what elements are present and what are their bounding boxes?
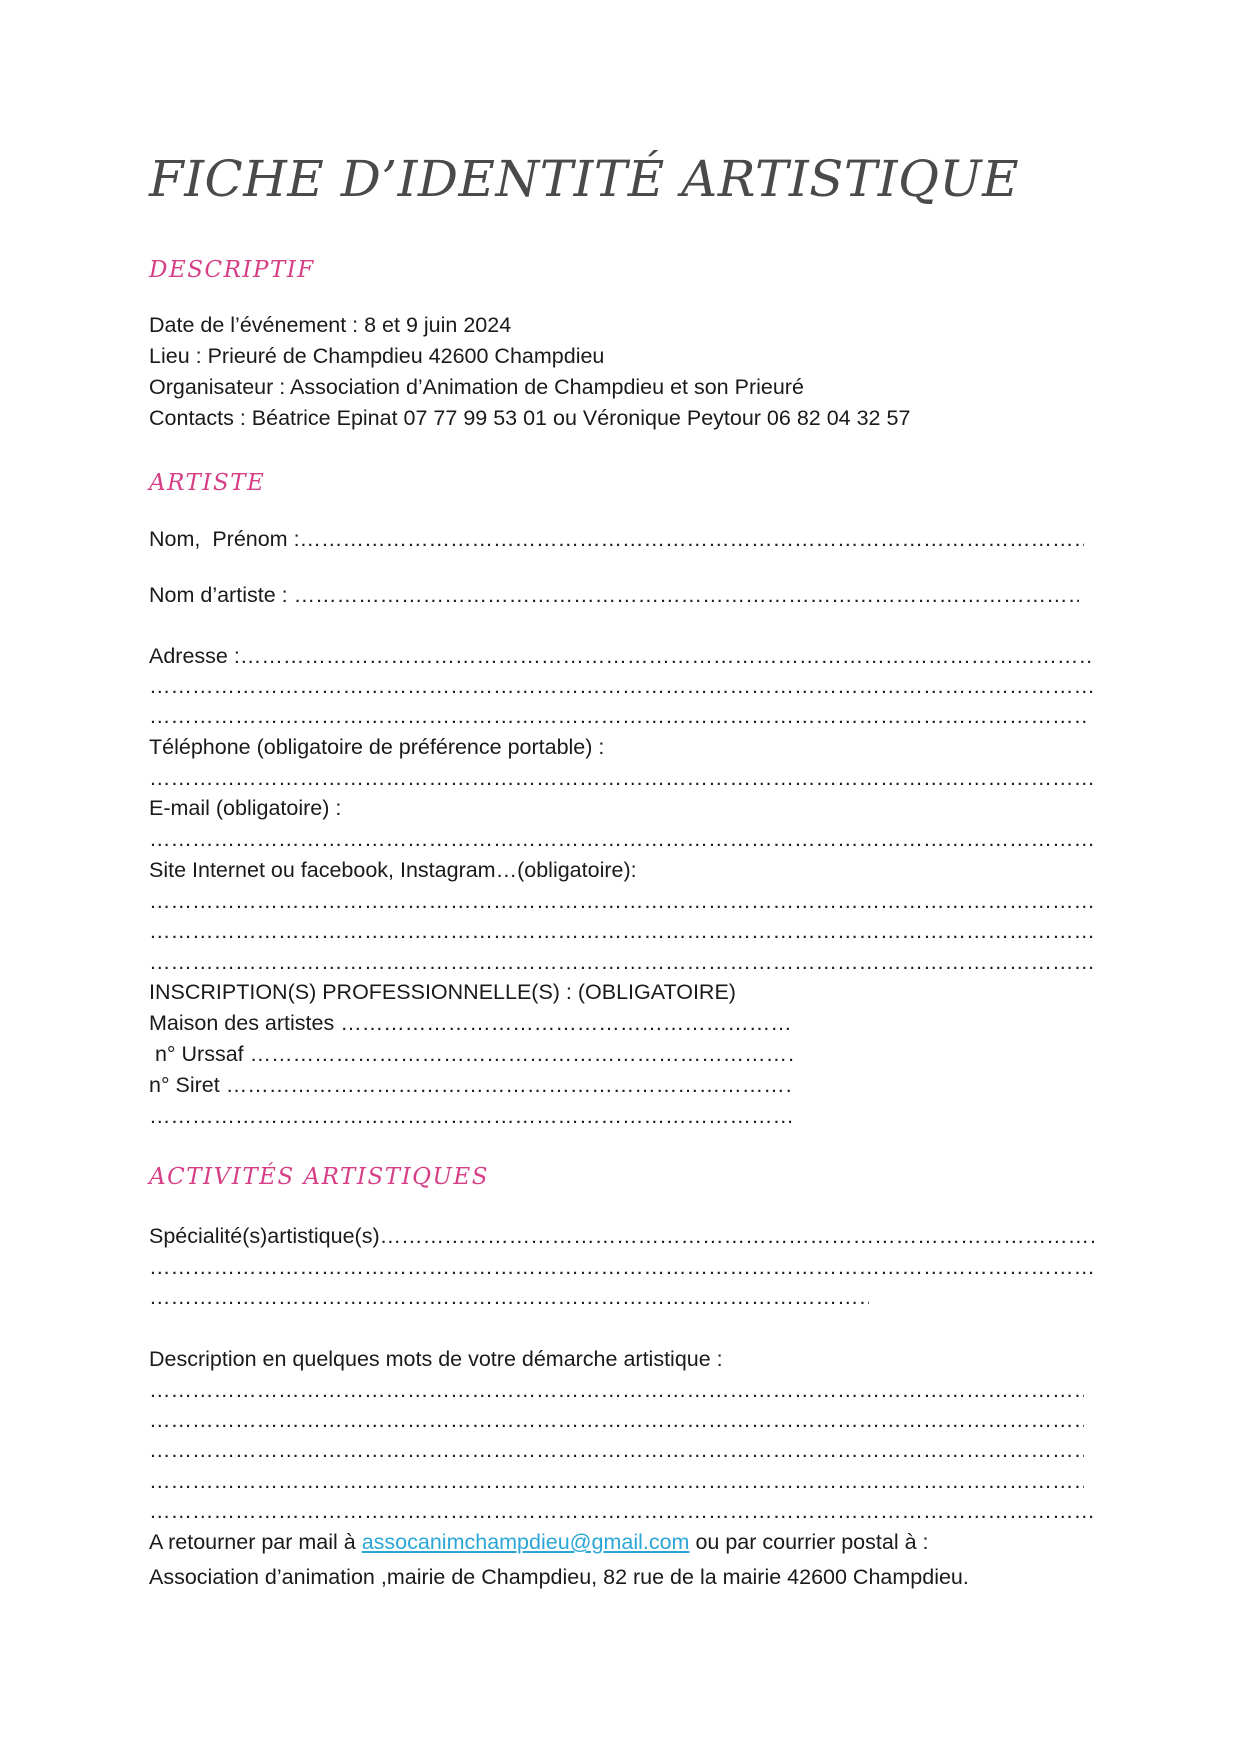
specialties-field[interactable] — [149, 1221, 1094, 1251]
return-instructions — [149, 1527, 928, 1557]
maison-des-artistes-label: Maison des artistes — [149, 1011, 341, 1035]
urssaf-field[interactable] — [149, 1039, 794, 1069]
siret-label: n° Siret — [149, 1073, 226, 1097]
event-date-line: Date de l’événement : 8 et 9 juin 2024 — [149, 313, 512, 337]
website-fill-line-1[interactable] — [149, 886, 1094, 916]
name-fill-line[interactable] — [300, 524, 1084, 554]
email-fill-line[interactable] — [149, 824, 1094, 854]
description-fill-line-3[interactable] — [149, 1435, 1084, 1465]
maison-des-artistes-fill-line[interactable] — [340, 1008, 789, 1038]
section-heading-descriptif: DESCRIPTIF — [149, 257, 315, 283]
contact-email-link[interactable]: assocanimchampdieu@gmail.com — [361, 1530, 690, 1554]
address-fill-line-3[interactable] — [149, 701, 1089, 731]
email-label: E-mail (obligatoire) : — [149, 796, 342, 820]
specialties-fill-line-2[interactable] — [149, 1252, 1094, 1282]
registration-extra-fill-line[interactable] — [149, 1101, 794, 1131]
phone-label: Téléphone (obligatoire de préférence portable) : — [149, 735, 605, 759]
artist-name-label: Nom d’artiste : — [149, 583, 294, 607]
name-field[interactable] — [149, 524, 1084, 554]
address-label: Adresse : — [149, 644, 240, 668]
return-suffix: ou par courrier postal à : — [689, 1530, 929, 1554]
maison-des-artistes-field[interactable] — [149, 1008, 789, 1038]
website-label: Site Internet ou facebook, Instagram…(obligatoire): — [149, 858, 637, 882]
specialties-label: Spécialité(s)artistique(s) — [149, 1224, 380, 1248]
specialties-fill-line-1[interactable] — [380, 1221, 1094, 1251]
specialties-fill-line-3[interactable] — [149, 1282, 869, 1312]
page-title: FICHE D’IDENTITÉ ARTISTIQUE — [149, 150, 1020, 208]
siret-field[interactable] — [149, 1070, 794, 1100]
organizer-line: Organisateur : Association d’Animation de Champdieu et son Prieuré — [149, 375, 804, 399]
event-location-line: Lieu : Prieuré de Champdieu 42600 Champdieu — [149, 344, 605, 368]
contacts-line: Contacts : Béatrice Epinat 07 77 99 53 01 ou Véronique Peytour 06 82 04 32 57 — [149, 406, 911, 430]
return-prefix: A retourner par mail à — [149, 1530, 362, 1554]
artist-name-field[interactable] — [149, 580, 1079, 610]
name-label: Nom, Prénom : — [149, 527, 300, 551]
description-label: Description en quelques mots de votre démarche artistique : — [149, 1347, 723, 1371]
address-fill-line-1[interactable] — [240, 641, 1094, 671]
website-fill-line-3[interactable] — [149, 947, 1094, 977]
registrations-label: INSCRIPTION(S) PROFESSIONNELLE(S) : (OBLIGATOIRE) — [149, 980, 736, 1004]
postal-address: Association d’animation ,mairie de Champdieu, 82 rue de la mairie 42600 Champdieu. — [149, 1565, 969, 1589]
urssaf-label: n° Urssaf — [149, 1042, 250, 1066]
description-fill-line-2[interactable] — [149, 1405, 1084, 1435]
address-fill-line-2[interactable] — [149, 671, 1094, 701]
description-fill-line-1[interactable] — [149, 1375, 1084, 1405]
description-fill-line-5[interactable] — [149, 1496, 1094, 1526]
description-fill-line-4[interactable] — [149, 1466, 1084, 1496]
artist-name-fill-line[interactable] — [294, 580, 1079, 610]
siret-fill-line[interactable] — [226, 1070, 794, 1100]
section-heading-activites: ACTIVITÉS ARTISTIQUES — [149, 1164, 489, 1190]
address-field[interactable] — [149, 641, 1094, 671]
website-fill-line-2[interactable] — [149, 916, 1094, 946]
section-heading-artiste: ARTISTE — [149, 470, 266, 496]
phone-fill-line[interactable] — [149, 763, 1094, 793]
urssaf-fill-line[interactable] — [250, 1039, 794, 1069]
